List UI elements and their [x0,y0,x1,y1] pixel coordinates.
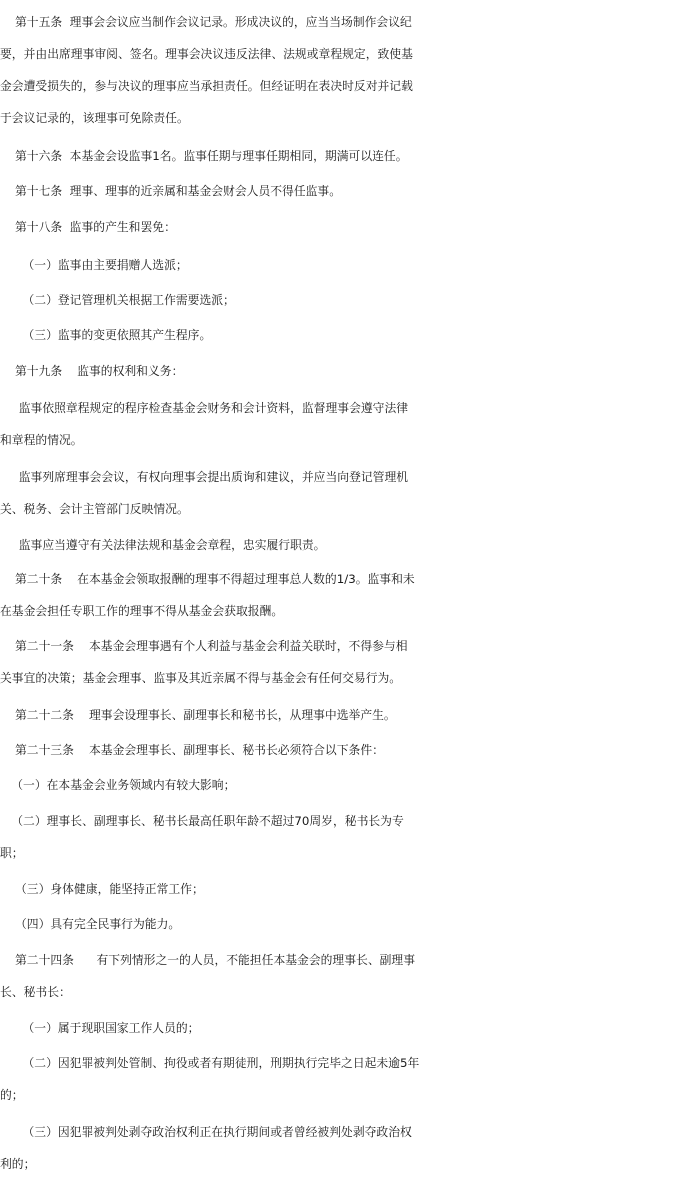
text-line: （三）身体健康，能坚持正常工作； [0,882,204,896]
text-line: 第二十三条 本基金会理事长、副理事长、秘书长必须符合以下条件： [0,743,384,757]
text-line: 金会遭受损失的，参与决议的理事应当承担责任。但经证明在表决时反对并记载 [0,79,413,93]
text-line: 的； [0,1088,24,1102]
text-line: （二）登记管理机关根据工作需要选派； [0,293,235,307]
text-line: 长、秘书长： [0,985,71,999]
text-line: 第十八条 监事的产生和罢免： [0,220,176,234]
text-line: （一）属于现职国家工作人员的； [0,1021,200,1035]
text-line: （四）具有完全民事行为能力。 [0,917,181,931]
text-line: 在基金会担任专职工作的理事不得从基金会获取报酬。 [0,604,284,618]
text-line: 第十五条 理事会会议应当制作会议记录。形成决议的，应当当场制作会议纪 [0,15,412,29]
text-line: 第十九条 监事的权利和义务： [0,364,184,378]
text-line: （二）理事长、副理事长、秘书长最高任职年龄不超过70周岁，秘书长为专 [0,814,404,828]
text-line: 第二十四条 有下列情形之一的人员，不能担任本基金会的理事长、副理事 [0,953,416,967]
text-line: 第十六条 本基金会设监事1名。监事任期与理事任期相同，期满可以连任。 [0,149,408,163]
text-line: 监事列席理事会会议，有权向理事会提出质询和建议，并应当向登记管理机 [0,470,409,484]
text-line: 要，并由出席理事审阅、签名。理事会决议违反法律、法规或章程规定，致使基 [0,47,413,61]
text-line: （三）因犯罪被判处剥夺政治权利正在执行期间或者曾经被判处剥夺政治权 [0,1125,412,1139]
text-line: 于会议记录的，该理事可免除责任。 [0,111,189,125]
text-line: 关事宜的决策；基金会理事、监事及其近亲属不得与基金会有任何交易行为。 [0,671,402,685]
text-line: 第二十一条 本基金会理事遇有个人利益与基金会利益关联时，不得参与相 [0,639,408,653]
text-line: 关、税务、会计主管部门反映情况。 [0,502,189,516]
text-line: 和章程的情况。 [0,433,83,447]
text-line: 监事应当遵守有关法律法规和基金会章程，忠实履行职责。 [0,538,326,552]
text-line: （一）监事由主要捐赠人选派； [0,258,188,272]
text-line: 利的； [0,1157,36,1171]
text-line: 监事依照章程规定的程序检查基金会财务和会计资料，监督理事会遵守法律 [0,401,409,415]
text-line: 第十七条 理事、理事的近亲属和基金会财会人员不得任监事。 [0,184,342,198]
text-line: （三）监事的变更依照其产生程序。 [0,328,212,342]
text-line: 第二十二条 理事会设理事长、副理事长和秘书长，从理事中选举产生。 [0,708,396,722]
text-line: （二）因犯罪被判处管制、拘役或者有期徒刑，刑期执行完毕之日起未逾5年 [0,1056,420,1070]
text-line: 职； [0,846,24,860]
text-line: 第二十条 在本基金会领取报酬的理事不得超过理事总人数的1/3。监事和未 [0,572,415,586]
text-line: （一）在本基金会业务领域内有较大影响； [0,778,236,792]
